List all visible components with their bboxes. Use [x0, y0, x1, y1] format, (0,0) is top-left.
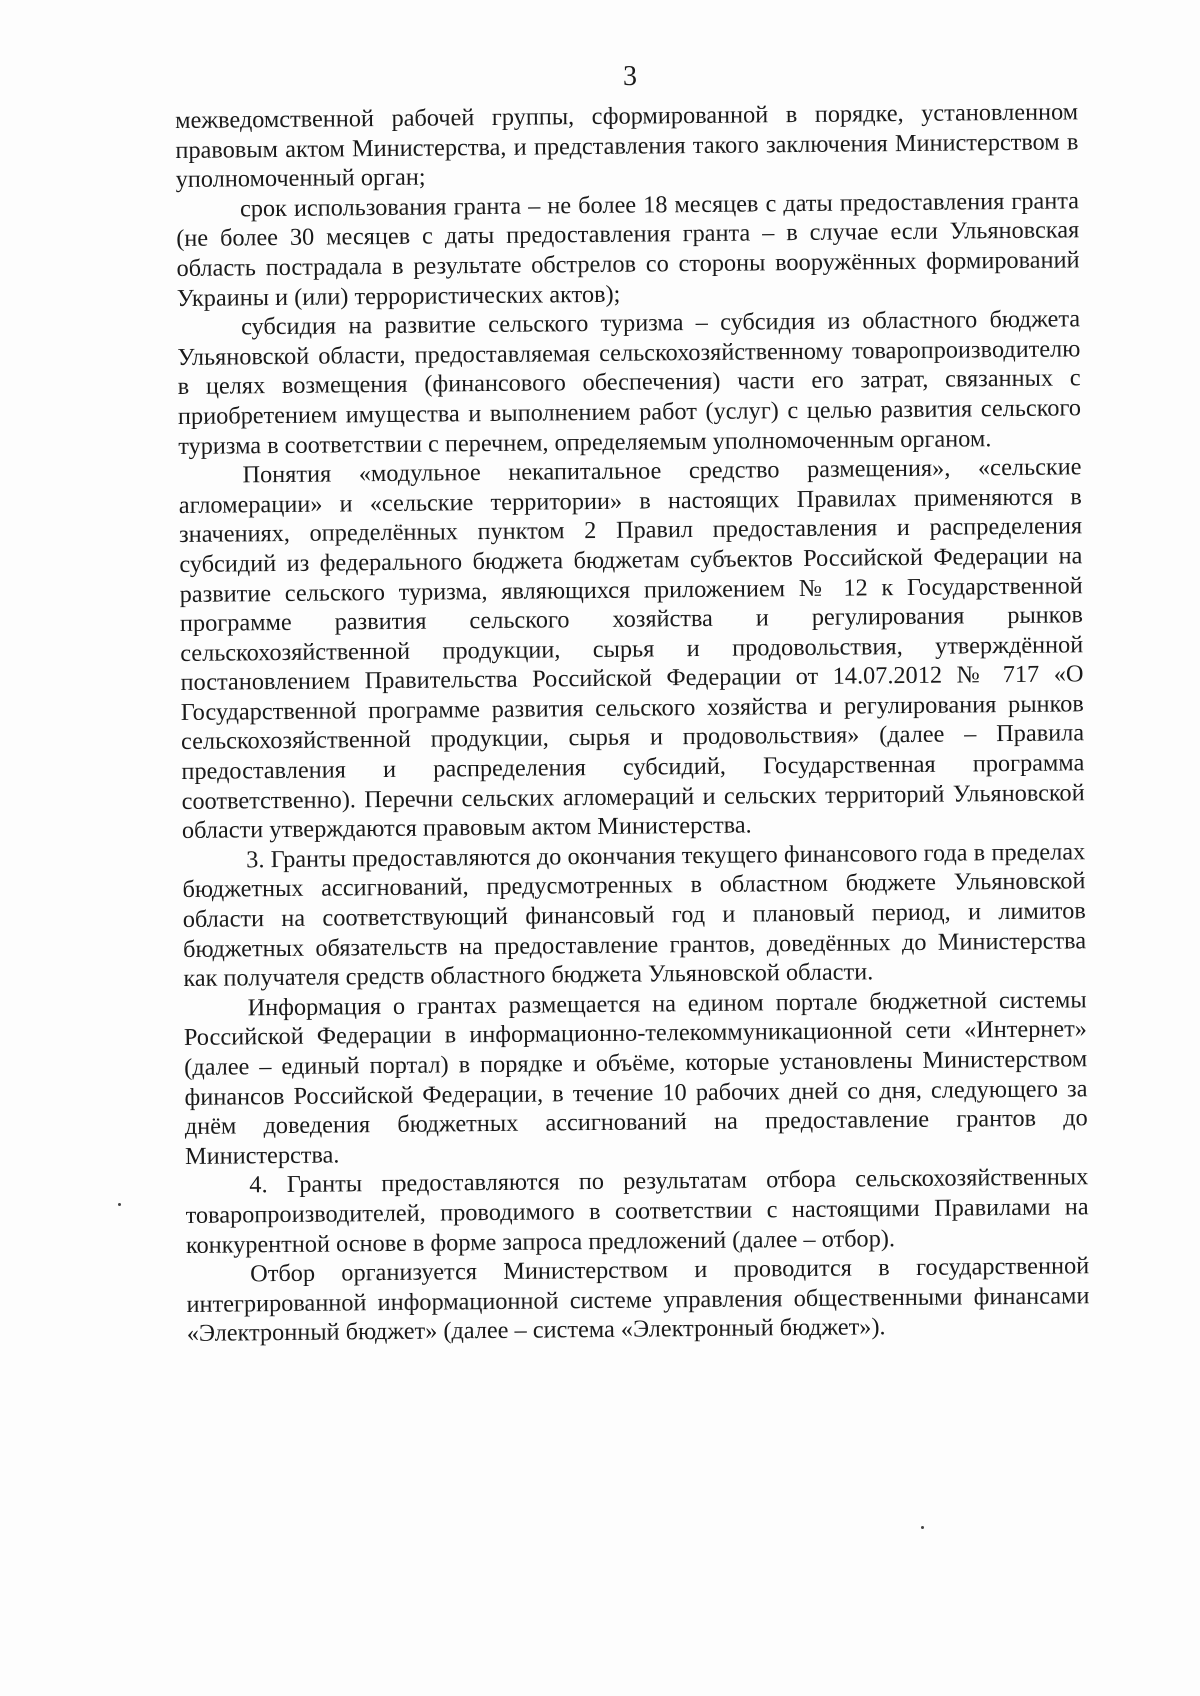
paragraph-grant-term: срок использования гранта – не более 18 месяцев с даты предоставления гранта (не более 30 месяцев с даты предоставления гранта – в случае если Ульяновская область пострадала в результате обстрелов со стороны вооружённых формирований Украины и (или) террористических актов); — [176, 187, 1080, 312]
paragraph-selection: Отбор организуется Министерством и проводится в государственной интегрированной информационной системе управления общественными финансами «Электронный бюджет» (далее – система «Электронный бюджет»). — [186, 1252, 1090, 1348]
paragraph-item-3: 3. Гранты предоставляются до окончания текущего финансового года в пределах бюджетных ассигнований, предусмотренных в областном бюджете Ульяновской области на соответствующий финансовый год и плановый период, и лимитов бюджетных обязательств на предоставление грантов, доведённых до Министерства как получателя средств областного бюджета Ульяновской области. — [182, 838, 1087, 993]
paragraph-item-4: 4. Гранты предоставляются по результатам отбора сельскохозяйственных товаропроизводителей, проводимого в соответствии с настоящими Правилами на конкурентной основе в форме запроса предложений (далее – отбор). — [185, 1163, 1089, 1259]
document-body — [175, 97, 1090, 1349]
scan-speck — [921, 1526, 924, 1529]
paragraph-1-continuation: межведомственной рабочей группы, сформированной в порядке, установленном правовым актом Министерства, и представления такого заключения Министерством в уполномоченный орган; — [175, 98, 1079, 194]
paragraph-definitions: Понятия «модульное некапитальное средство размещения», «сельские агломерации» и «сельские территории» в настоящих Правилах применяются в значениях, определённых пунктом 2 Правил предоставления и распределения субсидий из федерального бюджета бюджетам субъектов Российской Федерации на развитие сельского туризма, являющихся приложением № 12 к Государственной программе развития сельского хозяйства и регулирования рынков сельскохозяйственной продукции, сырья и продовольствия, утверждённой постановлением Правительства Российской Федерации от 14.07.2012 № 717 «О Государственной программе развития сельского хозяйства и регулирования рынков сельскохозяйственной продукции, сырья и продовольствия» (далее – Правила предоставления и распределения субсидий, Государственная программа соответственно). Перечни сельских агломераций и сельских территорий Ульяновской области утверждаются правовым актом Министерства. — [178, 453, 1085, 845]
page-number: 3 — [623, 61, 637, 92]
paragraph-tourism-subsidy: субсидия на развитие сельского туризма – субсидия из областного бюджета Ульяновской области, предоставляемая сельскохозяйственному товаропроизводителю в целях возмещения (финансового обеспечения) части его затрат, связанных с приобретением имущества и выполнением работ (услуг) с целью развития сельского туризма в соответствии с перечнем, определяемым уполномоченным органом. — [177, 305, 1082, 460]
paragraph-grant-info: Информация о грантах размещается на едином портале бюджетной системы Российской Федерации в информационно-телекоммуникационной сети «Интернет» (далее – единый портал) в порядке и объёме, которые установлены Министерством финансов Российской Федерации, в течение 10 рабочих дней со дня, следующего за днём доведения бюджетных ассигнований на предоставление грантов до Министерства. — [183, 986, 1088, 1170]
scan-speck — [118, 1203, 121, 1206]
